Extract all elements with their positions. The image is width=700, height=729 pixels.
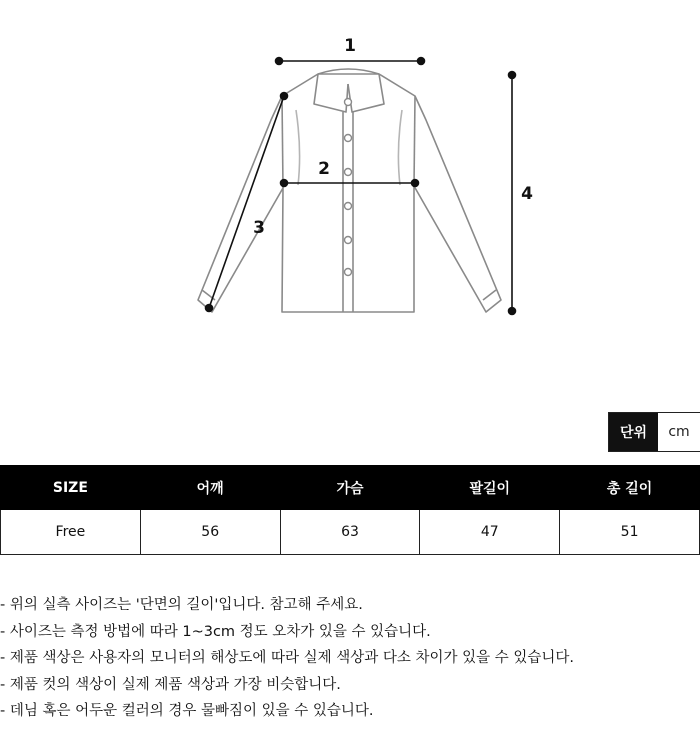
measure-label-4: 4 (521, 184, 533, 204)
note-item: - 제품 색상은 사용자의 모니터의 해상도에 따라 실제 색상과 다소 차이가 있을 수 있습니다. (0, 645, 700, 672)
measure-label-1: 1 (344, 36, 356, 56)
table-row (1, 510, 700, 555)
note-item: - 데님 혹은 어두운 컬러의 경우 물빠짐이 있을 수 있습니다. (0, 698, 700, 725)
unit-value: cm (658, 413, 700, 451)
cell-shoulder: 56 (140, 510, 280, 555)
cell-length: 51 (560, 510, 700, 555)
note-item: - 위의 실측 사이즈는 '단면의 길이'입니다. 참고해 주세요. (0, 592, 700, 619)
header-length: 총 길이 (560, 466, 700, 510)
notes-list (0, 592, 700, 725)
cell-sleeve: 47 (420, 510, 560, 555)
shirt-buttons (345, 99, 352, 276)
measurement-lines (206, 58, 516, 315)
cell-chest: 63 (280, 510, 420, 555)
header-size: SIZE (1, 466, 141, 510)
cell-size: Free (1, 510, 141, 555)
measure-label-2: 2 (318, 159, 330, 179)
note-item: - 사이즈는 측정 방법에 따라 1~3cm 정도 오차가 있을 수 있습니다. (0, 619, 700, 646)
unit-label: 단위 (609, 413, 658, 451)
note-item: - 제품 컷의 색상이 실제 제품 색상과 가장 비슷합니다. (0, 672, 700, 699)
header-sleeve: 팔길이 (420, 466, 560, 510)
measure-label-3: 3 (253, 218, 265, 238)
unit-indicator (608, 412, 700, 452)
table-header-row (1, 466, 700, 510)
size-table (0, 465, 700, 555)
header-shoulder: 어깨 (140, 466, 280, 510)
header-chest: 가슴 (280, 466, 420, 510)
